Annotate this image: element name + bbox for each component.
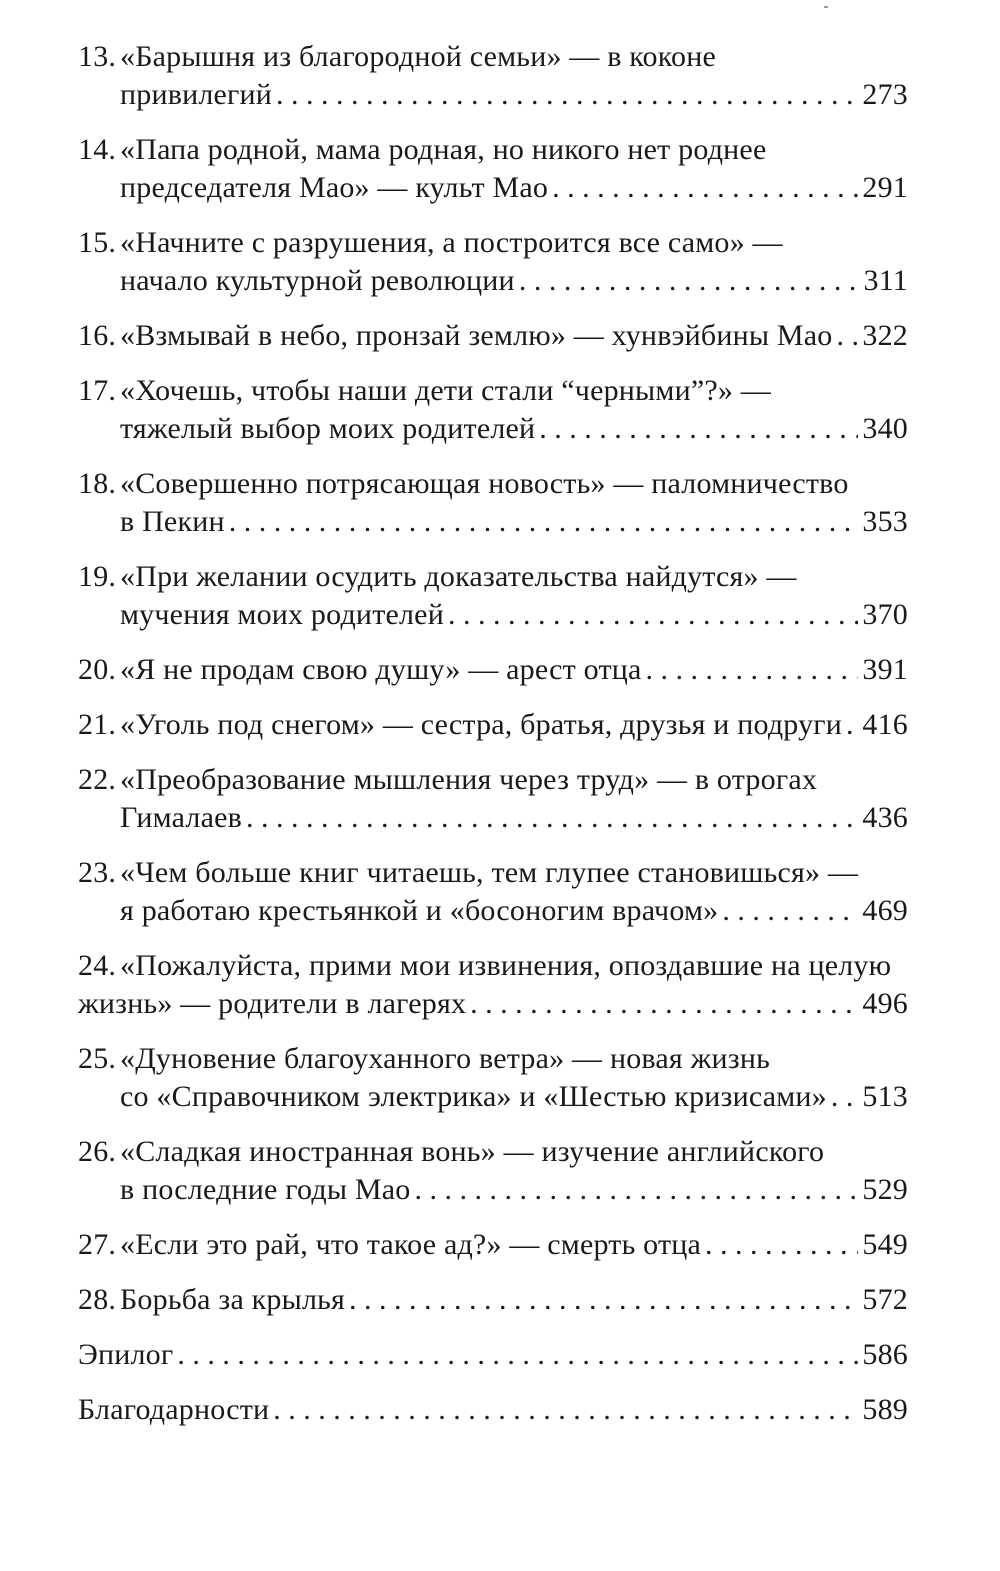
entry-title-line2: тяжелый выбор моих родителей — [120, 412, 536, 445]
page-number: 273 — [862, 78, 908, 111]
entry-title: «Я не продам свою душу» — арест отца — [120, 653, 642, 686]
entry-title: Борьба за крылья — [120, 1283, 346, 1316]
page-number: 549 — [862, 1228, 908, 1261]
entry-title: «Взмывай в небо, пронзай землю» — хунвэйбины Мао — [120, 319, 833, 352]
table-of-contents — [78, 38, 908, 1446]
entry-title: «Уголь под снегом» — сестра, братья, друзья и подруги — [120, 708, 843, 741]
toc-entry-19 — [78, 558, 908, 634]
page-number: 469 — [862, 894, 908, 927]
chapter-number: 18. — [78, 467, 117, 500]
page-number: 311 — [863, 264, 908, 297]
entry-last-line — [78, 317, 908, 355]
page-number: 340 — [862, 412, 908, 445]
entry-last-line — [78, 892, 908, 930]
entry-title-line2: жизнь» — родители в лагерях — [78, 987, 467, 1020]
entry-last-line — [78, 1391, 908, 1429]
entry-first-line — [78, 131, 908, 169]
toc-entry-22 — [78, 761, 908, 837]
entry-title-line2: председателя Мао» — культ Мао — [120, 171, 549, 204]
dot-leader — [276, 76, 858, 114]
dot-leader — [539, 410, 858, 448]
entry-first-line — [78, 761, 908, 799]
toc-entry-21 — [78, 706, 908, 744]
entry-last-line — [78, 1078, 908, 1116]
toc-entry-14 — [78, 131, 908, 207]
entry-title-line2: привилегий — [120, 78, 273, 111]
entry-title-line2: я работаю крестьянкой и «босоногим врачом» — [120, 894, 719, 927]
page-number: 529 — [862, 1173, 908, 1206]
dot-leader — [349, 1281, 858, 1319]
page-number: 513 — [862, 1080, 908, 1113]
entry-first-line — [78, 1133, 908, 1171]
entry-first-line — [78, 947, 908, 985]
entry-title-line2: в Пекин — [120, 505, 225, 538]
toc-entry-16 — [78, 317, 908, 355]
entry-title: «Если это рай, что такое ад?» — смерть отца — [120, 1228, 702, 1261]
corner-mark — [824, 6, 828, 8]
page-number: 291 — [862, 171, 908, 204]
entry-last-line — [78, 1226, 908, 1264]
entry-last-line — [78, 169, 908, 207]
entry-first-line — [78, 372, 908, 410]
chapter-number: 22. — [78, 763, 117, 796]
dot-leader — [831, 1078, 859, 1116]
entry-title: Благодарности — [78, 1393, 270, 1426]
entry-last-line — [78, 1281, 908, 1319]
page-number: 572 — [862, 1283, 908, 1316]
toc-entry-epilogue — [78, 1336, 908, 1374]
chapter-number: 25. — [78, 1042, 117, 1075]
entry-first-line — [78, 558, 908, 596]
chapter-number: 23. — [78, 856, 117, 889]
toc-entry-13 — [78, 38, 908, 114]
page-number: 353 — [862, 505, 908, 538]
chapter-number: 13. — [78, 40, 117, 73]
entry-title-line2: со «Справочником электрика» и «Шестью кризисами» — [120, 1080, 827, 1113]
chapter-number: 14. — [78, 133, 117, 166]
entry-title-line1: «Папа родной, мама родная, но никого нет роднее — [120, 133, 767, 166]
entry-last-line — [78, 76, 908, 114]
entry-last-line — [78, 985, 908, 1023]
entry-title-line1: «Преобразование мышления через труд» — в отрогах — [120, 763, 818, 796]
dot-leader — [519, 262, 860, 300]
toc-entry-24 — [78, 947, 908, 1023]
entry-first-line — [78, 1040, 908, 1078]
entry-last-line — [78, 651, 908, 689]
entry-title-line2: мучения моих родителей — [120, 598, 444, 631]
dot-leader — [470, 985, 858, 1023]
dot-leader — [552, 169, 858, 207]
entry-title: Эпилог — [78, 1338, 174, 1371]
entry-title-line1: «Дуновение благоуханного ветра» — новая жизнь — [120, 1042, 770, 1075]
page-number: 322 — [862, 319, 908, 352]
dot-leader — [273, 1391, 858, 1429]
chapter-number: 17. — [78, 374, 117, 407]
chapter-number: 24. — [78, 949, 117, 982]
entry-last-line — [78, 799, 908, 837]
entry-first-line — [78, 38, 908, 76]
chapter-number: 28. — [78, 1283, 117, 1316]
entry-title-line2: начало культурной революции — [120, 264, 515, 297]
entry-title-line2: в последние годы Мао — [120, 1173, 411, 1206]
entry-first-line — [78, 224, 908, 262]
chapter-number: 26. — [78, 1135, 117, 1168]
page-number: 391 — [862, 653, 908, 686]
entry-last-line — [78, 410, 908, 448]
chapter-number: 16. — [78, 319, 117, 352]
page-number: 436 — [862, 801, 908, 834]
chapter-number: 27. — [78, 1228, 117, 1261]
entry-title-line1: «Начните с разрушения, а построится все само» — — [120, 226, 783, 259]
entry-last-line — [78, 1171, 908, 1209]
page-number: 416 — [862, 708, 908, 741]
dot-leader — [414, 1171, 858, 1209]
entry-last-line — [78, 503, 908, 541]
entry-title-line1: «При желании осудить доказательства найдутся» — — [120, 560, 797, 593]
entry-first-line — [78, 854, 908, 892]
dot-leader — [722, 892, 858, 930]
chapter-number: 15. — [78, 226, 117, 259]
toc-entry-acknowledgements — [78, 1391, 908, 1429]
page-number: 370 — [862, 598, 908, 631]
toc-entry-15 — [78, 224, 908, 300]
entry-last-line — [78, 1336, 908, 1374]
chapter-number: 20. — [78, 653, 117, 686]
toc-entry-27 — [78, 1226, 908, 1264]
entry-title-line1: «Совершенно потрясающая новость» — паломничество — [120, 467, 849, 500]
toc-entry-20 — [78, 651, 908, 689]
toc-entry-18 — [78, 465, 908, 541]
entry-last-line — [78, 596, 908, 634]
entry-title-line1: «Пожалуйста, прими мои извинения, опоздавшие на целую — [120, 949, 892, 982]
entry-last-line — [78, 706, 908, 744]
entry-last-line — [78, 262, 908, 300]
entry-first-line — [78, 465, 908, 503]
dot-leader — [846, 706, 858, 744]
page-number: 586 — [862, 1338, 908, 1371]
dot-leader — [646, 651, 859, 689]
page-number: 496 — [862, 987, 908, 1020]
page-number: 589 — [862, 1393, 908, 1426]
chapter-number: 21. — [78, 708, 117, 741]
toc-entry-28 — [78, 1281, 908, 1319]
toc-entry-26 — [78, 1133, 908, 1209]
dot-leader — [448, 596, 858, 634]
entry-title-line1: «Сладкая иностранная вонь» — изучение английского — [120, 1135, 825, 1168]
toc-entry-25 — [78, 1040, 908, 1116]
entry-title-line1: «Чем больше книг читаешь, тем глупее становишься» — — [120, 856, 859, 889]
entry-title-line1: «Барышня из благородной семьи» — в коконе — [120, 40, 716, 73]
dot-leader — [705, 1226, 858, 1264]
toc-entry-17 — [78, 372, 908, 448]
entry-title-line2: Гималаев — [120, 801, 242, 834]
dot-leader — [246, 799, 858, 837]
dot-leader — [177, 1336, 858, 1374]
entry-title-line1: «Хочешь, чтобы наши дети стали “черными”?» — — [120, 374, 771, 407]
chapter-number: 19. — [78, 560, 117, 593]
toc-entry-23 — [78, 854, 908, 930]
dot-leader — [837, 317, 859, 355]
dot-leader — [229, 503, 859, 541]
